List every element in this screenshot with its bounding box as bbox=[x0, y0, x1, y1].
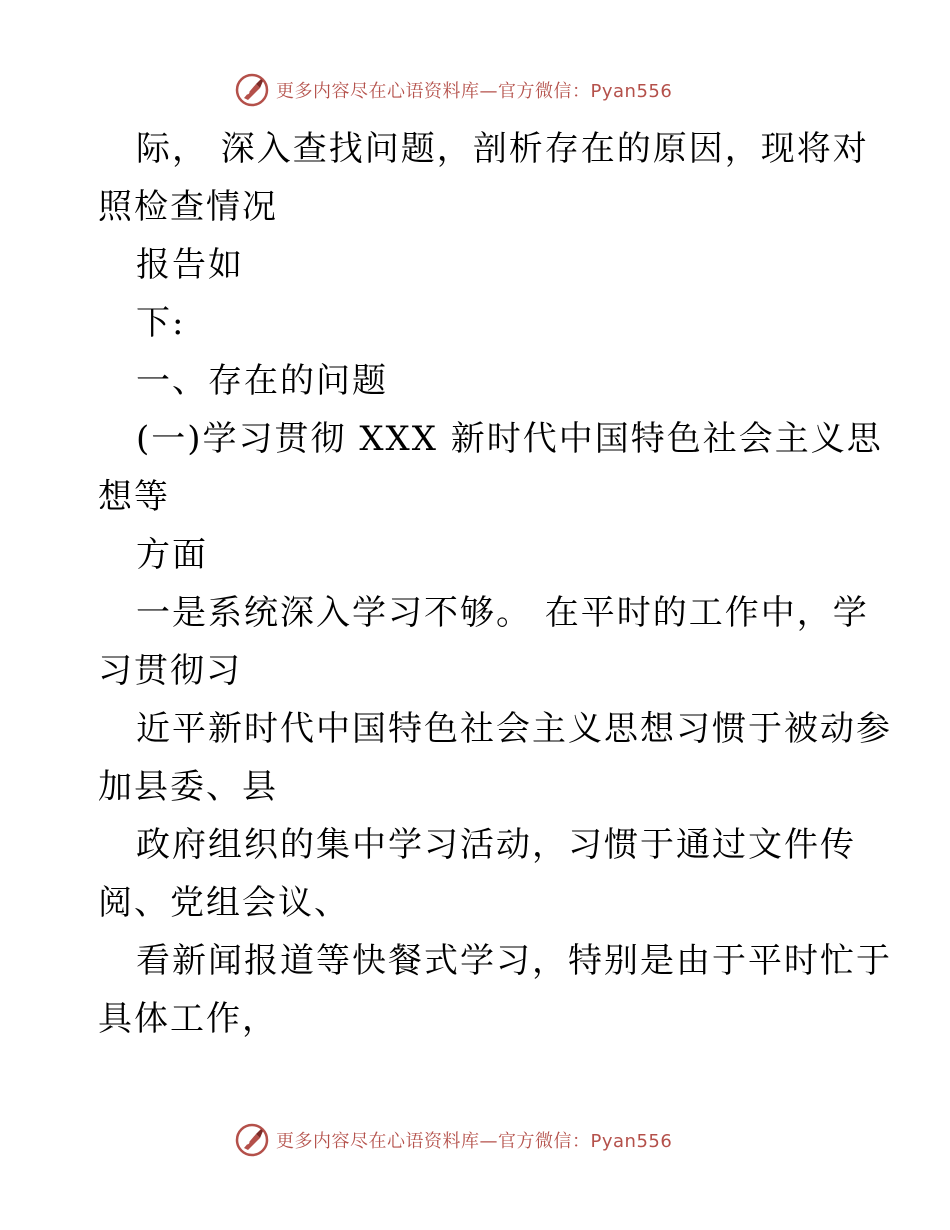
section-heading: 一、存在的问题 bbox=[136, 361, 388, 401]
paragraph-line: 近平新时代中国特色社会主义思想习惯于被动参 bbox=[136, 709, 892, 749]
pen-nib-logo-icon bbox=[234, 1122, 270, 1158]
footer-watermark bbox=[234, 1120, 672, 1160]
paragraph-line: 照检查情况 bbox=[98, 187, 278, 227]
pen-nib-logo-icon bbox=[234, 72, 270, 108]
paragraph-line: 一是系统深入学习不够。 在平时的工作中，学 bbox=[136, 593, 869, 633]
document-body bbox=[98, 120, 892, 1048]
subsection-heading: (一)学习贯彻 XXX 新时代中国特色社会主义思 bbox=[136, 419, 883, 459]
paragraph-line: 具体工作， bbox=[98, 999, 278, 1039]
paragraph-line: 习贯彻习 bbox=[98, 651, 242, 691]
paragraph-line: 际， 深入查找问题，剖析存在的原因，现将对 bbox=[136, 129, 869, 169]
paragraph-line: 方面 bbox=[136, 535, 208, 575]
paragraph-line: 报告如 bbox=[136, 245, 244, 285]
paragraph-line: 看新闻报道等快餐式学习，特别是由于平时忙于 bbox=[136, 941, 892, 981]
paragraph-line: 政府组织的集中学习活动，习惯于通过文件传 bbox=[136, 825, 856, 865]
paragraph-line: 加县委、县 bbox=[98, 767, 278, 807]
watermark-text: 更多内容尽在心语资料库—官方微信：Pyan556 bbox=[276, 1131, 673, 1152]
watermark-text: 更多内容尽在心语资料库—官方微信：Pyan556 bbox=[276, 81, 673, 102]
header-watermark bbox=[234, 70, 672, 110]
paragraph-line: 阅、党组会议、 bbox=[98, 883, 350, 923]
paragraph-line: 下: bbox=[136, 303, 186, 343]
paragraph-line: 想等 bbox=[98, 477, 170, 517]
